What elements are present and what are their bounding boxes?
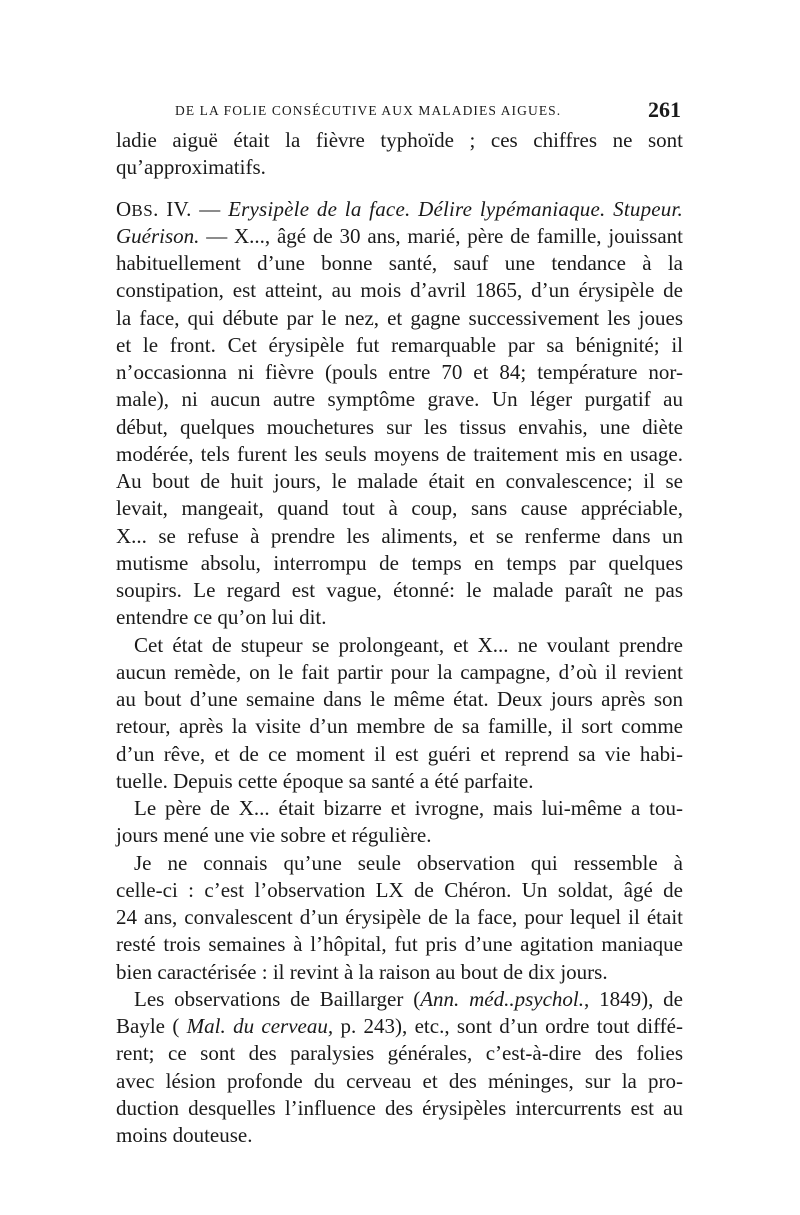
text-line: modérée, tels furent les seuls moyens de traitement mis en usage. — [116, 441, 683, 466]
text-line: et le front. Cet érysipèle fut remarquable par sa bénignité; il — [116, 332, 683, 357]
text-line: d’un rêve, et de ce moment il est guéri et reprend sa vie habi- — [116, 741, 683, 766]
text-line: celle-ci : c’est l’observation LX de Chéron. Un soldat, âgé de — [116, 877, 683, 902]
observation-title: Erysipèle de la face. Délire lypémaniaque. Stupeur. — [228, 196, 683, 221]
observation-label-initial: O — [116, 196, 132, 221]
text-line: Le père de X... était bizarre et ivrogne, mais lui-même a tou- — [134, 796, 683, 820]
text-line: X... se refuse à prendre les aliments, et se renferme dans un — [116, 523, 683, 548]
text-segment: Les observations de Baillarger ( — [134, 986, 421, 1011]
text-segment: , 1849), de — [584, 986, 683, 1011]
paragraph-1 — [116, 250, 683, 632]
text-segment: p. 243), etc., sont d’un ordre tout diffé- — [333, 1014, 683, 1038]
observation-heading — [116, 196, 683, 251]
paragraph-gap — [116, 182, 683, 196]
intro-paragraph — [116, 127, 683, 182]
text-line: constipation, est atteint, au mois d’avril 1865, d’un érysipèle de — [116, 278, 683, 303]
text-line: début, quelques mouchetures sur les tissus envahis, une diète — [116, 414, 683, 439]
paragraph-4 — [116, 850, 683, 986]
text-line: bien caractérisée : il revint à la raison au bout de dix jours. — [116, 959, 608, 984]
text-line — [116, 1013, 683, 1040]
text-line: qu’approximatifs. — [116, 155, 266, 180]
text-line: la face, qui débute par le nez, et gagne successivement les joues — [116, 305, 683, 330]
citation-title: Ann. méd..psychol. — [420, 986, 584, 1011]
text-line: duction desquelles l’influence des érysipèles intercurrents est au — [116, 1095, 683, 1120]
observation-subtitle-rest: — X..., âgé de 30 ans, marié, père de famille, jouissant — [199, 223, 683, 248]
text-segment: Bayle ( — [116, 1014, 187, 1038]
page-number: 261 — [648, 97, 681, 122]
text-line: soupirs. Le regard est vague, étonné: le malade paraît ne pas — [116, 578, 683, 602]
text-line: mutisme absolu, interrompu de temps en temps par quelques — [116, 550, 683, 575]
text-line: entendre ce qu’on lui dit. — [116, 605, 327, 630]
text-line: levait, mangeait, quand tout à coup, sans cause appréciable, — [116, 496, 683, 521]
text-line: resté trois semaines à l’hôpital, fut pris d’une agitation maniaque — [116, 932, 683, 957]
text-line: ladie aiguë était la fièvre typhoïde ; ces chiffres ne sont — [116, 128, 683, 152]
text-line: avec lésion profonde du cerveau et des méninges, sur la pro- — [116, 1068, 683, 1093]
body-text — [116, 127, 683, 1149]
observation-label-rest: BS — [131, 200, 154, 220]
text-line: n’occasionna ni fièvre (pouls entre 70 et 84; température nor- — [116, 360, 683, 384]
text-line: jours mené une vie sobre et régulière. — [116, 823, 432, 848]
paragraph-5 — [116, 986, 683, 1150]
paragraph-3 — [116, 795, 683, 850]
text-line: Je ne connais qu’une seule observation qui ressemble à — [134, 850, 683, 875]
observation-subtitle: Guérison. — [116, 223, 200, 248]
observation-label-suffix: . IV. — — [153, 196, 229, 221]
text-line: retour, après la visite d’un membre de sa famille, il sort comme — [116, 714, 683, 739]
observation-subtitle-line — [116, 223, 683, 250]
observation-title-line — [116, 196, 683, 223]
running-title: DE LA FOLIE CONSÉCUTIVE AUX MALADIES AIGUES. — [175, 103, 562, 118]
text-line — [116, 986, 683, 1013]
text-line: rent; ce sont des paralysies générales, c’est-à-dire des folies — [116, 1041, 683, 1066]
text-line: Cet état de stupeur se prolongeant, et X... ne voulant prendre — [134, 632, 683, 657]
text-line: 24 ans, convalescent d’un érysipèle de la face, pour lequel il était — [116, 905, 683, 929]
paragraph-2 — [116, 632, 683, 796]
citation-title: Mal. du cerveau, — [186, 1014, 334, 1038]
text-line: au bout d’une semaine dans le même état. Deux jours après son — [116, 687, 683, 711]
page-header — [175, 97, 685, 125]
text-line: habituellement d’une bonne santé, sauf une tendance à la — [116, 251, 683, 275]
text-line: moins douteuse. — [116, 1123, 253, 1147]
text-line: male), ni aucun autre symptôme grave. Un léger purgatif au — [116, 387, 683, 412]
text-line: tuelle. Depuis cette époque sa santé a été parfaite. — [116, 768, 534, 793]
text-line: Au bout de huit jours, le malade était en convalescence; il se — [116, 469, 683, 493]
text-line: aucun remède, on le fait partir pour la campagne, d’où il revient — [116, 659, 683, 684]
